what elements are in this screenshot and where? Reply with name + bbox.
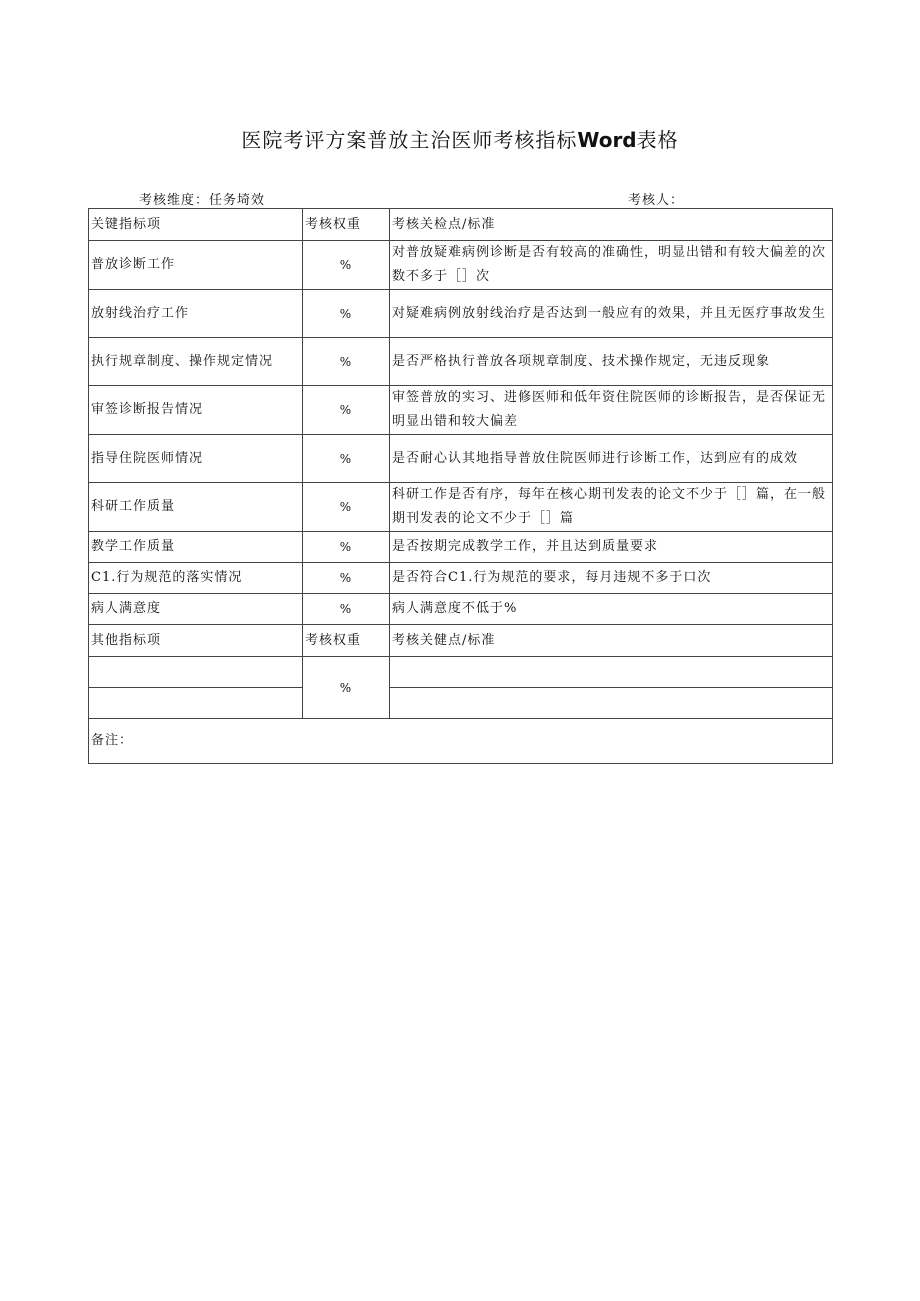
dimension-label: 考核维度：任务埼效	[139, 193, 266, 208]
row-weight: %	[303, 563, 390, 594]
row-standard: 审签普放的实习、进修医师和低年资住院医师的诊断报告，是否保证无明显出错和较大偏差	[390, 386, 833, 435]
row-standard: 是否耐心认其地指导普放住院医师进行诊断工作，达到应有的成效	[390, 435, 833, 483]
table-row	[89, 563, 833, 594]
header-other-indicator: 其他指标项	[89, 625, 303, 657]
row-standard: 对疑难病例放射线治疗是否达到一般应有的效果，并且无医疗事故发生	[390, 290, 833, 338]
row-item: 科研工作质量	[89, 483, 303, 532]
row-standard: 科研工作是否有序，每年在核心期刊发表的论文不少于［］篇，在一般期刊发表的论文不少于［］篇	[390, 483, 833, 532]
header-weight: 考核权重	[303, 209, 390, 241]
table-row	[89, 435, 833, 483]
other-header-row	[89, 625, 833, 657]
other-row	[89, 688, 833, 719]
table-row	[89, 532, 833, 563]
assessment-table	[88, 208, 833, 764]
row-item: 指导住院医师情况	[89, 435, 303, 483]
row-standard: 对普放疑难病例诊断是否有较高的准确性，明显出错和有较大偏差的次数不多于［］次	[390, 241, 833, 290]
row-standard: 是否符合C1.行为规范的要求，每月违规不多于口次	[390, 563, 833, 594]
title-main: 医院考评方案普放主治医师考核指标	[241, 128, 578, 152]
row-item: 普放诊断工作	[89, 241, 303, 290]
row-weight: %	[303, 338, 390, 386]
other-row	[89, 657, 833, 688]
table-row	[89, 386, 833, 435]
remark-row	[89, 719, 833, 764]
title-suffix: 表格	[636, 128, 679, 152]
table-header-row	[89, 209, 833, 241]
row-weight: %	[303, 532, 390, 563]
header-key-indicator: 关键指标项	[89, 209, 303, 241]
header-standard: 考核关检点/标准	[390, 209, 833, 241]
row-weight: %	[303, 594, 390, 625]
header-other-weight: 考核权重	[303, 625, 390, 657]
document-title	[0, 124, 920, 153]
table-row	[89, 241, 833, 290]
row-weight: %	[303, 290, 390, 338]
table-row	[89, 338, 833, 386]
header-other-standard: 考核关健点/标准	[390, 625, 833, 657]
row-standard: 是否按期完成教学工作，并且达到质量要求	[390, 532, 833, 563]
row-weight: %	[303, 386, 390, 435]
row-standard: 病人满意度不低于%	[390, 594, 833, 625]
row-weight: %	[303, 483, 390, 532]
row-weight: %	[303, 241, 390, 290]
row-item: 教学工作质量	[89, 532, 303, 563]
row-standard: 是否严格执行普放各项规章制度、技术操作规定，无违反现象	[390, 338, 833, 386]
table-row	[89, 483, 833, 532]
remark-label: 备注：	[89, 719, 833, 764]
other-item-empty	[89, 657, 303, 688]
row-item: 审签诊断报告情况	[89, 386, 303, 435]
other-item-empty	[89, 688, 303, 719]
row-item: 病人满意度	[89, 594, 303, 625]
title-word: Word	[577, 128, 637, 152]
other-weight: %	[303, 657, 390, 719]
table-row	[89, 290, 833, 338]
table-row	[89, 594, 833, 625]
row-item: 放射线治疗工作	[89, 290, 303, 338]
assessor-label: 考核人：	[628, 193, 685, 208]
row-weight: %	[303, 435, 390, 483]
row-item: C1.行为规范的落实情况	[89, 563, 303, 594]
other-standard-empty	[390, 688, 833, 719]
other-standard-empty	[390, 657, 833, 688]
row-item: 执行规章制度、操作规定情况	[89, 338, 303, 386]
